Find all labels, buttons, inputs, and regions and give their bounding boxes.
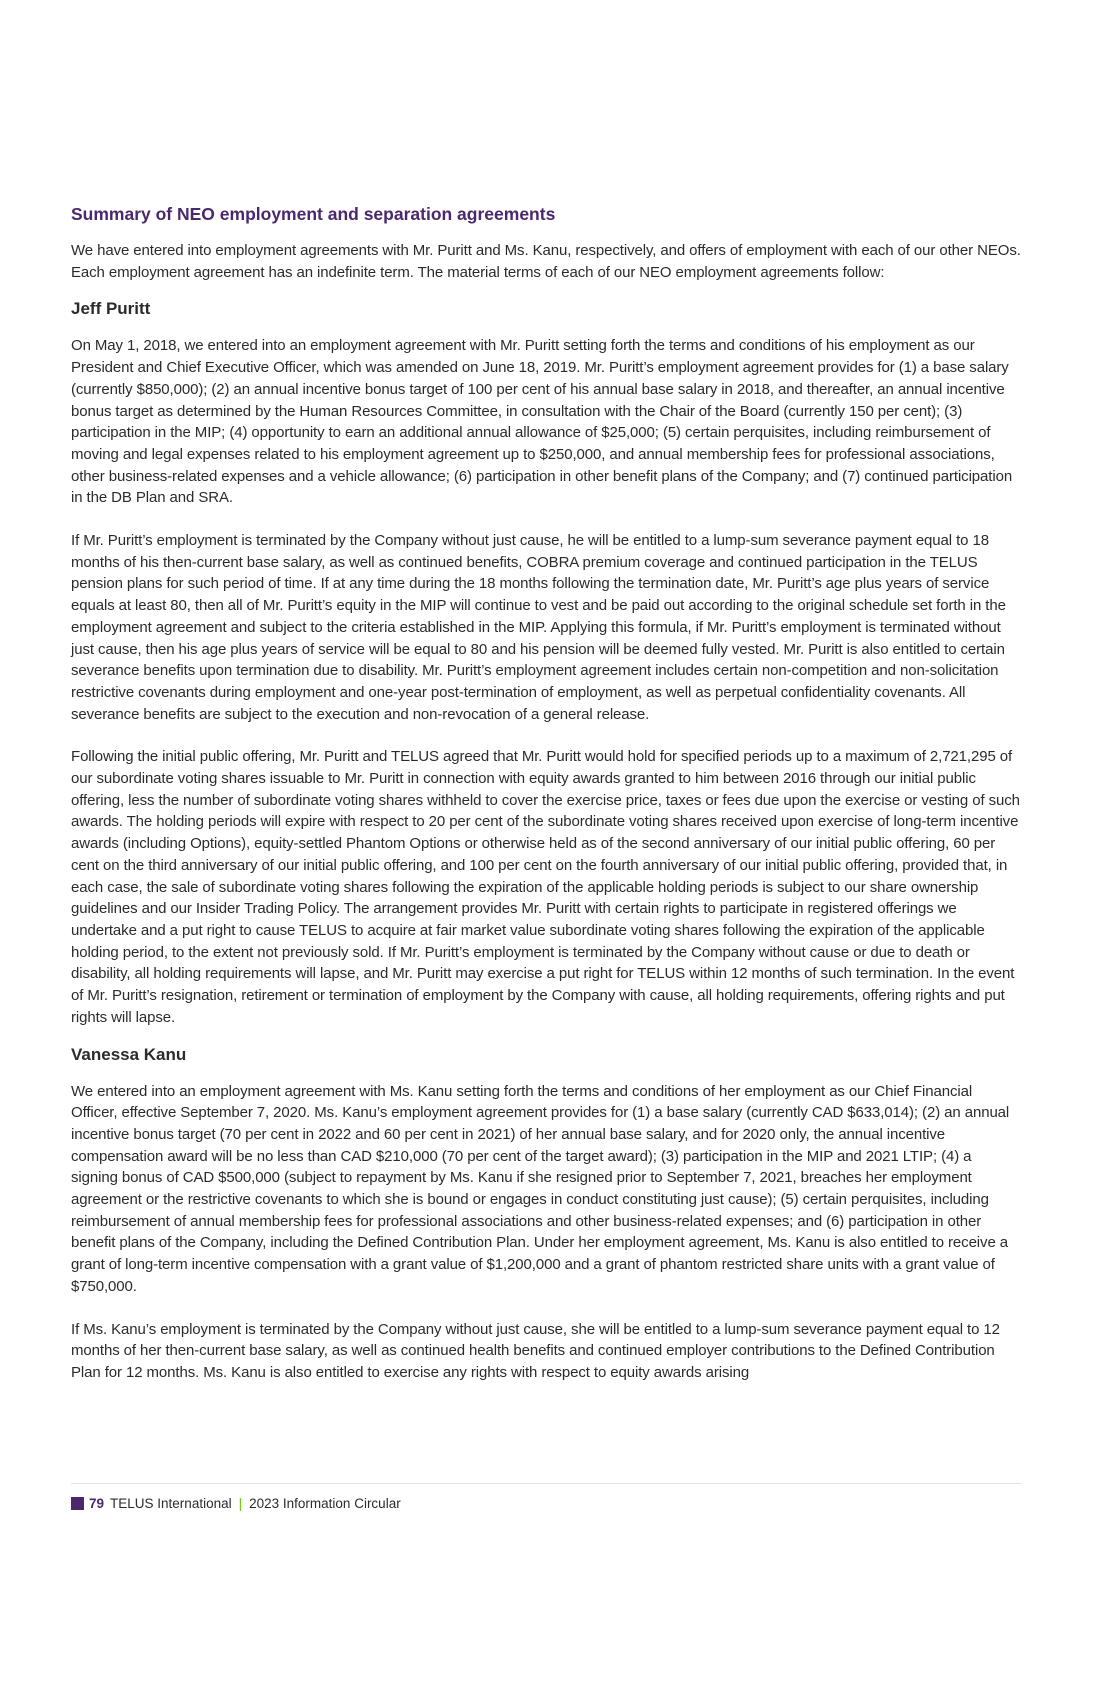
footer-square-icon [71,1497,84,1510]
heading-jeff-puritt: Jeff Puritt [71,299,151,319]
heading-vanessa-kanu: Vanessa Kanu [71,1044,187,1064]
puritt-paragraph-3: Following the initial public offering, Mr. Puritt and TELUS agreed that Mr. Puritt would hold for specified periods up to a maximum of 2,721,295 of our subordinate voting shares issuable to Mr. Puritt in connection with equity awards granted to him between 2016 through our initial public offering, less the number of subordinate voting shares withheld to cover the exercise price, taxes or fees due upon the exercise or vesting of such awards. The holding periods will expire with respect to 20 per cent of the subordinate voting shares received upon exercise of long-term incentive awards (including Options), equity-settled Phantom Options or otherwise held as of the second anniversary of our initial public offering, 60 per cent on the third anniversary of our initial public offering, and 100 per cent on the fourth anniversary of our initial public offering, provided that, in each case, the sale of subordinate voting shares following the expiration of the applicable holding periods is subject to our share ownership guidelines and our Insider Trading Policy. The arrangement provides Mr. Puritt with certain rights to participate in registered offerings we undertake and a put right to cause TELUS to acquire at fair market value subordinate voting shares following the expiration of the applicable holding period, to the extent not previously sold. If Mr. Puritt’s employment is terminated by the Company without cause or due to death or disability, all holding requirements will lapse, and Mr. Puritt may exercise a put right for TELUS within 12 months of such termination. In the event of Mr. Puritt’s resignation, retirement or termination of employment by the Company with cause, all holding requirements, offering rights and put rights will lapse. [71,748,1020,1026]
kanu-paragraph-1: We entered into an employment agreement with Ms. Kanu setting forth the terms and conditions of her employment as our Chief Financial Officer, effective September 7, 2020. Ms. Kanu’s employment agreement provides for (1) a base salary (currently CAD $633,014); (2) an annual incentive bonus target (70 per cent in 2022 and 60 per cent in 2021) of her annual base salary, and for 2020 only, the annual incentive compensation award will be no less than CAD $210,000 (70 per cent of the target award); (3) participation in the MIP and 2021 LTIP; (4) a signing bonus of CAD $500,000 (subject to repayment by Ms. Kanu if she resigned prior to September 7, 2021, breaches her employment agreement or the restrictive covenants to which she is bound or engages in conduct constituting just cause); (5) certain perquisites, including reimbursement of annual membership fees for professional associations and other business-related expenses; and (6) participation in other benefit plans of the Company, including the Defined Contribution Plan. Under her employment agreement, Ms. Kanu is also entitled to receive a grant of long-term incentive compensation with a grant value of $1,200,000 and a grant of phantom restricted share units with a grant value of $750,000. [71,1082,1010,1295]
footer-document-title: 2023 Information Circular [249,1496,401,1511]
intro-paragraph: We have entered into employment agreements with Mr. Puritt and Ms. Kanu, respectively, and offers of employment with each of our other NEOs. Each employment agreement has an indefinite term. The material terms of each of our NEO employment agreements follow: [71,242,1021,281]
section-title: Summary of NEO employment and separation agreements [71,204,556,224]
puritt-paragraph-2: If Mr. Puritt’s employment is terminated by the Company without just cause, he will be entitled to a lump-sum severance payment equal to 18 months of his then-current base salary, as well as continued benefits, COBRA premium coverage and continued participation in the TELUS pension plans for such period of time. If at any time during the 18 months following the termination date, Mr. Puritt’s age plus years of service equals at least 80, then all of Mr. Puritt’s equity in the MIP will continue to vest and be paid out according to the original schedule set forth in the employment agreement and subject to the criteria established in the MIP. Applying this formula, if Mr. Puritt’s employment is terminated without just cause, then his age plus years of service will be equal to 80 and his pension will be deemed fully vested. Mr. Puritt is also entitled to certain severance benefits upon termination due to disability. Mr. Puritt’s employment agreement includes certain non-competition and non-solicitation restrictive covenants during employment and one-year post-termination of employment, as well as perpetual confidentiality covenants. All severance benefits are subject to the execution and non-revocation of a general release. [71,532,1006,723]
footer-company: TELUS International [110,1496,232,1511]
document-body [71,202,1022,1405]
kanu-paragraph-2: If Ms. Kanu’s employment is terminated by the Company without just cause, she will be entitled to a lump-sum severance payment equal to 12 months of her then-current base salary, as well as continued health benefits and continued employer contributions to the Defined Contribution Plan for 12 months. Ms. Kanu is also entitled to exercise any rights with respect to equity awards arising [71,1320,1000,1381]
page-number: 79 [89,1496,105,1511]
page-footer [71,1483,1022,1511]
footer-separator: | [238,1496,243,1511]
puritt-paragraph-1: On May 1, 2018, we entered into an employment agreement with Mr. Puritt setting forth the terms and conditions of his employment as our President and Chief Executive Officer, which was amended on June 18, 2019. Mr. Puritt’s employment agreement provides for (1) a base salary (currently $850,000); (2) an annual incentive bonus target of 100 per cent of his annual base salary in 2018, and thereafter, an annual incentive bonus target as determined by the Human Resources Committee, in consultation with the Chair of the Board (currently 150 per cent); (3) participation in the MIP; (4) opportunity to earn an additional annual allowance of $25,000; (5) certain perquisites, including reimbursement of moving and legal expenses related to his employment agreement up to $250,000, and annual membership fees for professional associations, other business-related expenses and a vehicle allowance; (6) participation in other benefit plans of the Company; and (7) continued participation in the DB Plan and SRA. [71,337,1013,507]
